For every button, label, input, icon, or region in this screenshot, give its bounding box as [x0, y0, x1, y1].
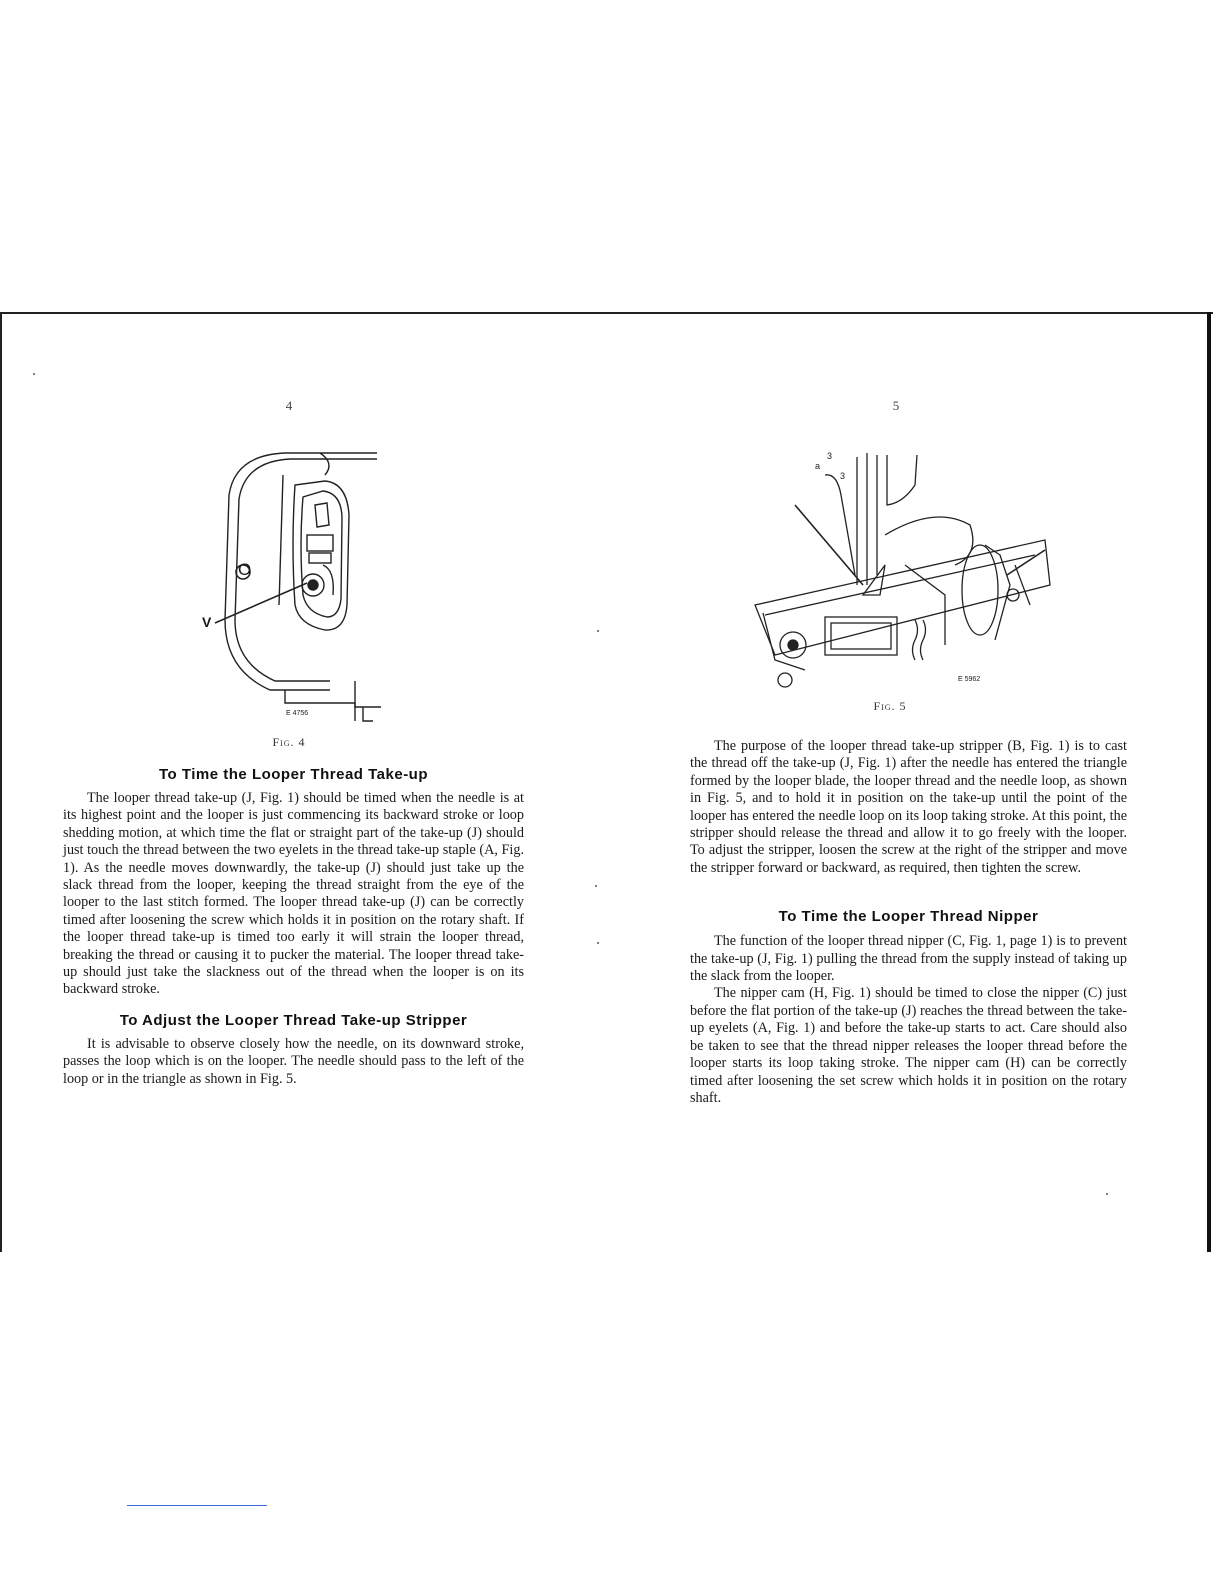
- scan-speck: [1106, 1193, 1108, 1195]
- left-text-column: [63, 766, 524, 1088]
- page-border-left: [0, 312, 2, 1252]
- page-border-top: [0, 312, 1213, 314]
- section-heading: To Time the Looper Thread Take-up: [158, 766, 429, 783]
- svg-text:a: a: [815, 461, 821, 471]
- page-number-right: 5: [892, 398, 900, 413]
- footer-rule: [127, 1505, 267, 1506]
- figure-5-caption: Fig. 5: [873, 699, 907, 713]
- figure-5-illustration: [745, 445, 1050, 690]
- figure-4-label-v: V: [202, 614, 212, 630]
- scan-speck: [595, 885, 597, 887]
- paragraph: The looper thread take-up (J, Fig. 1) should be timed when the needle is at its highest point and the looper is just commencing its backward stroke or loop shedding motion, at which time the flat or straight part of the take-up (J) should just touch the thread between the two eyelets in the thread take-up staple (A, Fig. 1). As the needle moves downwardly, the take-up (J) should just take up the slack thread from the looper, keeping the thread straight from the eye of the looper to the last stitch formed. The looper thread take-up (J) can be correctly timed after loosening the screw which holds it in position on the rotary shaft. If the looper thread take-up is timed too early it will strain the looper thread, breaking the thread or causing it to pucker the material. The looper thread take-up should just take the slackness out of the thread when the looper is on its backward stroke.: [63, 790, 524, 998]
- paragraph: The purpose of the looper thread take-up stripper (B, Fig. 1) is to cast the thread off the take-up (J, Fig. 1) after the needle has entered the triangle formed by the looper blade, the looper thread and the needle loop, as shown in Fig. 5, and to hold it in position on the take-up until the point of the looper has entered the needle loop on its loop taking stroke. At this point, the stripper should release the thread and allow it to go freely with the looper. To adjust the stripper, loosen the screw at the right of the stripper and move the stripper forward or backward, as required, then tighten the screw.: [690, 738, 1127, 876]
- page-number-left: 4: [285, 398, 293, 413]
- section-heading: To Adjust the Looper Thread Take-up Stripper: [119, 1011, 468, 1029]
- svg-text:3: 3: [827, 451, 833, 461]
- paragraph: The function of the looper thread nipper (C, Fig. 1, page 1) is to prevent the take-up (J, Fig. 1) pulling the thread from the supply instead of taking up the slack from the looper.: [690, 933, 1127, 985]
- paragraph: It is advisable to observe closely how the needle, on its downward stroke, passes the loop which is on the looper. The needle should pass to the left of the loop or in the triangle as shown in Fig. 5.: [63, 1035, 524, 1087]
- figure-4-label-o: O: [238, 560, 252, 579]
- figure-4-illustration: [195, 445, 395, 725]
- page-border-right: [1207, 312, 1211, 1252]
- figure-4-code: E 4756: [286, 710, 309, 717]
- svg-text:3: 3: [840, 471, 846, 481]
- section-heading: To Time the Looper Thread Nipper: [778, 908, 1039, 926]
- figure-4-caption: Fig. 4: [272, 735, 306, 749]
- scan-speck: [597, 630, 599, 632]
- right-text-column: [690, 738, 1127, 1107]
- paragraph: The nipper cam (H, Fig. 1) should be timed to close the nipper (C) just before the flat portion of the take-up (J) reaches the thread between the take-up eyelets (A, Fig. 1) and before the take-up starts to act. Care should also be taken to see that the thread nipper releases the looper thread before the looper starts its loop taking stroke. The nipper cam (H) can be correctly timed after loosening the set screw which holds it in position on the rotary shaft.: [690, 985, 1127, 1106]
- figure-5-code: E 5962: [958, 676, 981, 683]
- scan-speck: [597, 942, 599, 944]
- scan-speck: [33, 373, 35, 375]
